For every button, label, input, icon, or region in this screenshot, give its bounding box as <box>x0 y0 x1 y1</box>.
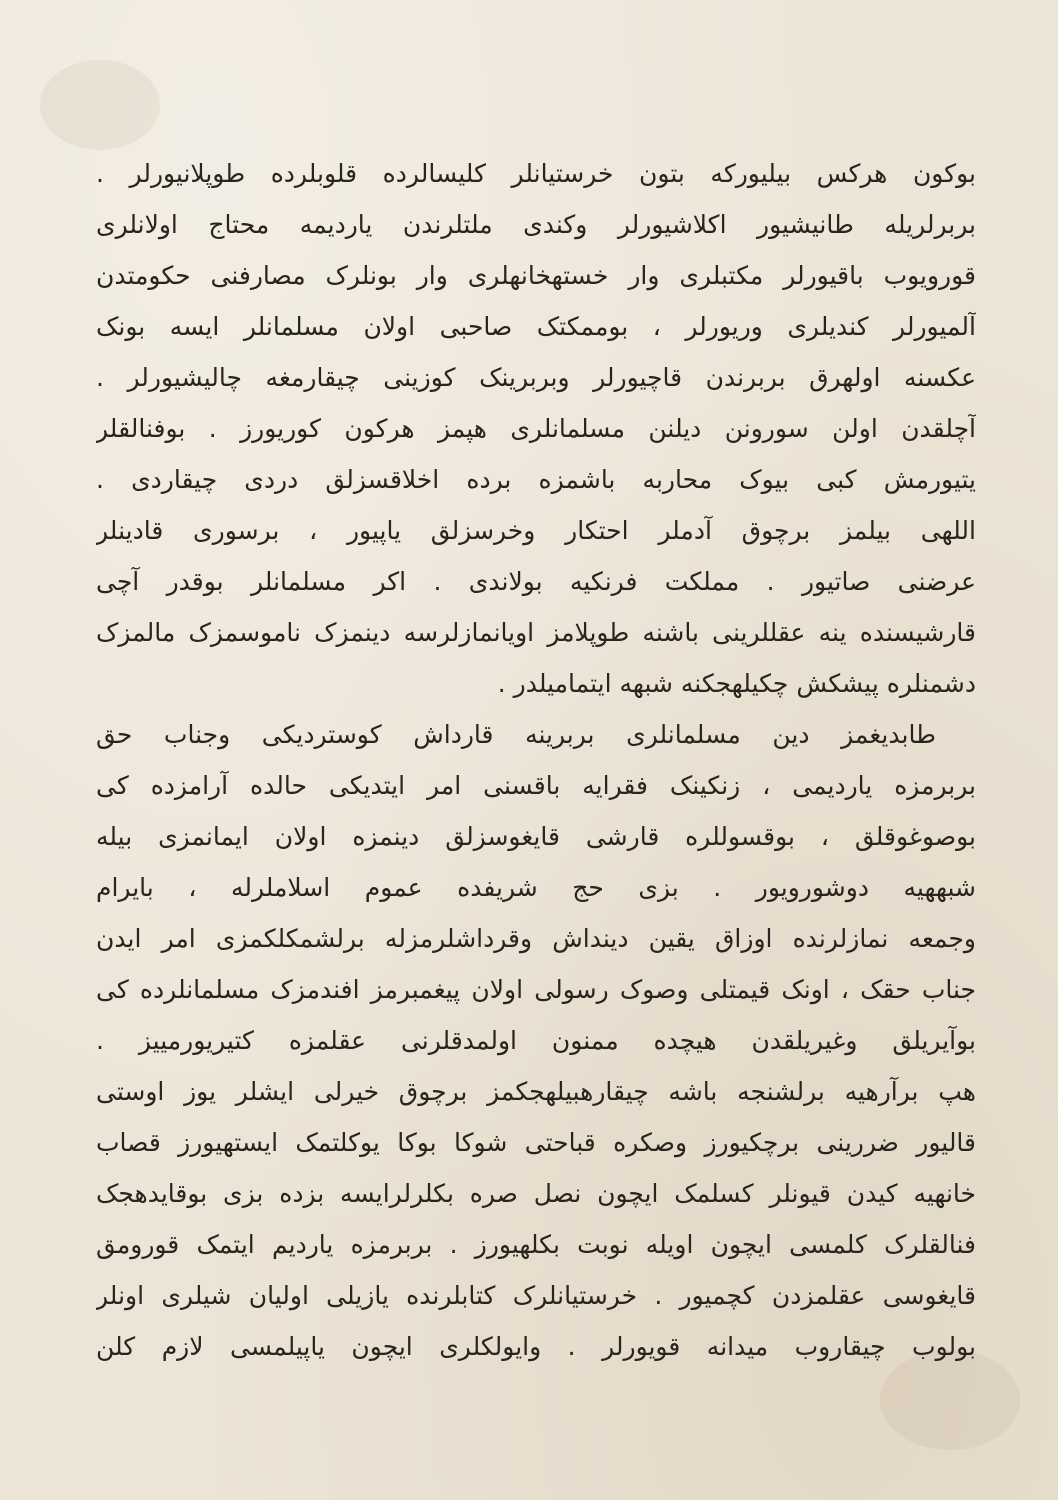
text-line: قالیور ضررینی برچکیورز وصکره قباحتی شوکا بوکا یوکلتمک ایستهیورز قصاب <box>96 1128 976 1157</box>
text-line: طابدیغمز دین مسلمانلری بربرینه قارداش کوستردیکی وجناب حق <box>96 720 936 749</box>
text-line: قارشیسنده ینه عقللرینی باشنه طوپلامز اویانمازلرسه دینمزک ناموسمزک مالمزک <box>96 618 976 647</box>
text-line: عرضنی صاتیور . مملکت فرنکیه بولاندی . اکر مسلمانلر بوقدر آچی <box>96 567 976 596</box>
text-line: اللهی بیلمز برچوق آدملر احتکار وخرسزلق یاپیور ، برسوری قادینلر <box>96 516 976 545</box>
paragraph-2 <box>96 709 976 1372</box>
text-line: شبههیه دوشورویور . بزی حج شریفده عموم اسلاملرله ، بایرام <box>96 873 976 902</box>
text-body <box>96 148 976 1372</box>
text-line: جناب حقک ، اونک قیمتلی وصوک رسولی اولان پیغمبرمز افندمزک مسلمانلرده کی <box>96 975 976 1004</box>
text-line: قایغوسی عقلمزدن کچمیور . خرستیانلرک کتابلرنده یازیلی اولیان شیلری اونلر <box>96 1281 976 1310</box>
text-line: آچلقدن اولن سورونن دیلنن مسلمانلری هپمز هرکون کوریورز . بوفنالقلر <box>96 414 976 443</box>
text-line: بوکون هرکس بیلیورکه بتون خرستیانلر کلیسالرده قلوبلرده طوپلانیورلر . <box>96 159 976 188</box>
text-line: دشمنلره پیشکش چکیلهجکنه شبهه ایتمامیلدر . <box>497 669 976 698</box>
text-line: خانهیه کیدن قیونلر کسلمک ایچون نصل صره بکلرلرایسه بزده بزی بوقایدهجک <box>96 1179 976 1208</box>
paragraph-1 <box>96 148 976 709</box>
text-line: بربرمزه یاردیمی ، زنکینک فقرایه باقسنی امر ایتدیکی حالده آرامزده کی <box>96 771 976 800</box>
text-line: بوآیریلق وغیریلقدن هیچده ممنون اولمدقلرنی عقلمزه کتیریورمییز . <box>96 1026 976 1055</box>
text-line: بولوب چیقاروب میدانه قویورلر . وایولکلری ایچون یاپیلمسی لازم کلن <box>96 1332 976 1361</box>
text-line: وجمعه نمازلرنده اوزاق یقین دینداش وقرداشلرمزله برلشمکلکمزی امر ایدن <box>96 924 976 953</box>
text-line: قورویوب باقیورلر مکتبلری وار خستهخانهلری وار بونلرک مصارفنی حکومتدن <box>96 261 976 290</box>
paper-stain <box>40 60 160 150</box>
text-line: بربرلریله طانیشیور اکلاشیورلر وکندی ملتلرندن یاردیمه محتاج اولانلری <box>96 210 976 239</box>
text-line: عکسنه اولهرق بربرندن قاچیورلر وبربرینک کوزینی چیقارمغه چالیشیورلر . <box>96 363 976 392</box>
text-line: هپ برآرهیه برلشنجه باشه چیقارهبیلهجکمز برچوق خیرلی ایشلر یوز اوستی <box>96 1077 976 1106</box>
text-line: یتیورمش کبی بیوک محاربه باشمزه برده اخلاقسزلق دردی چیقاردی . <box>96 465 976 494</box>
text-line: بوصوغوقلق ، بوقسوللره قارشی قایغوسزلق دینمزه اولان ایمانمزی بیله <box>96 822 976 851</box>
text-line: فنالقلرک کلمسی ایچون اویله نوبت بکلهیورز . بربرمزه یاردیم ایتمک قورومق <box>96 1230 976 1259</box>
text-line: آلمیورلر کندیلری وریورلر ، بوممکتک صاحبی اولان مسلمانلر ایسه بونک <box>96 312 976 341</box>
